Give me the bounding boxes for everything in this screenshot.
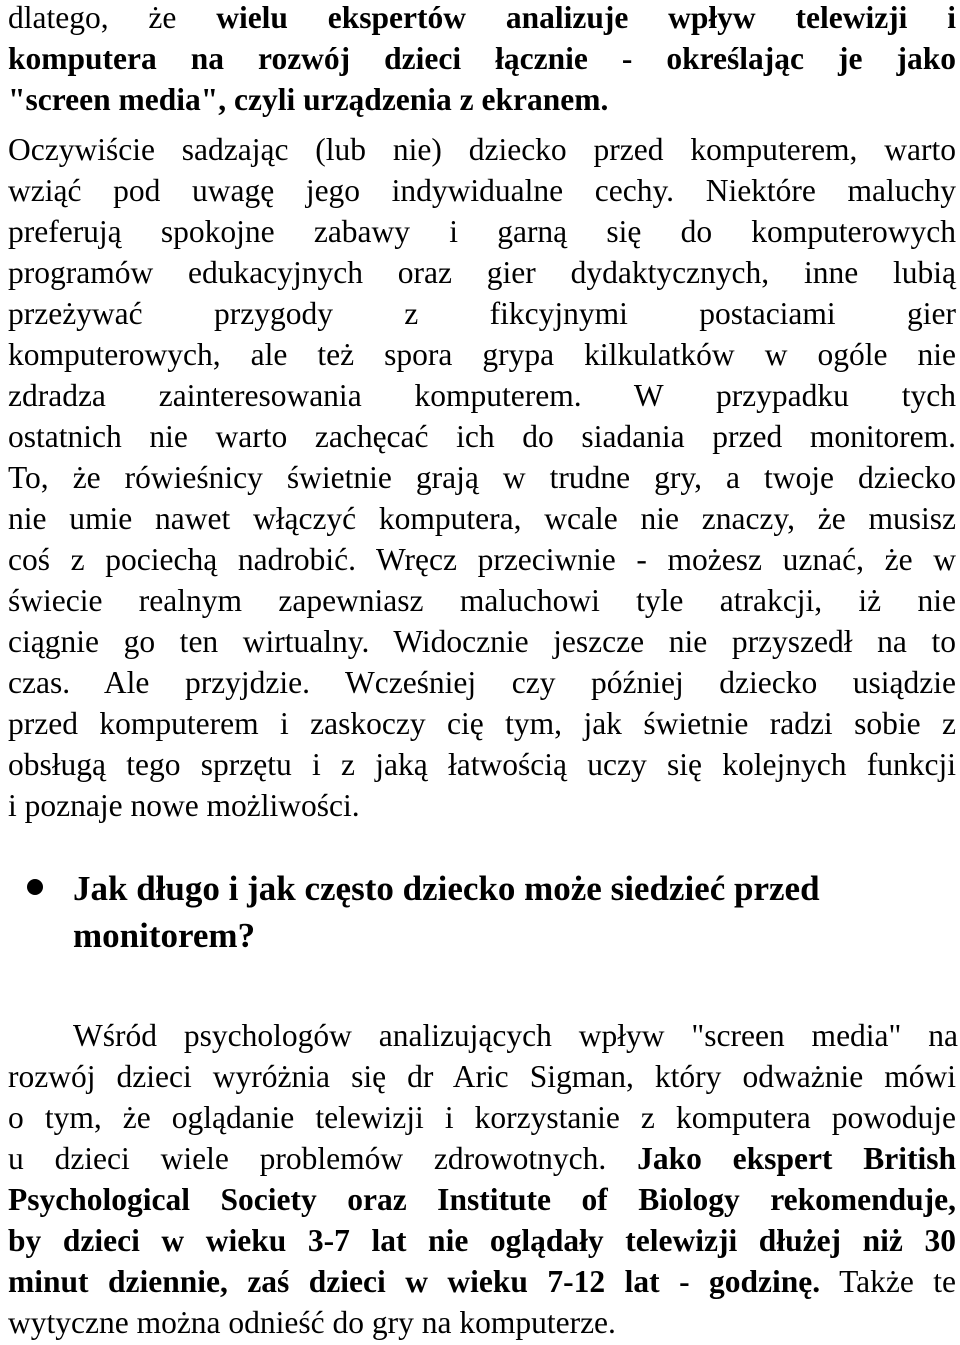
paragraph-line: programów edukacyjnych oraz gier dydaktycznych, inne lubią [8,255,956,290]
paragraph-line: nie umie nawet włączyć komputera, wcale nie znaczy, że musisz [8,501,956,536]
paragraph-line: ciągnie go ten wirtualny. Widocznie jeszcze nie przyszedł na to [8,624,956,659]
paragraph2-emphasis: minut dziennie, zaś dzieci w wieku 7-12 lat - godzinę. [8,1264,821,1299]
paragraph-line: świecie realnym zapewniasz maluchowi tyle atrakcji, iż nie [8,583,956,618]
intro-emphasis: "screen media", czyli urządzenia z ekranem. [8,82,609,117]
paragraph-line: wziąć pod uwagę jego indywidualne cechy. Niektóre maluchy [8,173,956,208]
paragraph-line: obsługą tego sprzętu i z jaką łatwością uczy się kolejnych funkcji [8,747,956,782]
section-heading-line-2: monitorem? [73,916,256,955]
paragraph-line: czas. Ale przyjdzie. Wcześniej czy później dziecko usiądzie [8,665,956,700]
paragraph2-line-7 [8,1266,956,1298]
paragraph-line: komputerowych, ale też spora grypa kilkulatków w ogóle nie [8,337,956,372]
intro-line-1 [8,2,956,34]
paragraph-line: To, że rówieśnicy świetnie grają w trudne gry, a twoje dziecko [8,460,956,495]
paragraph-line: ostatnich nie warto zachęcać ich do siadania przed monitorem. [8,419,956,454]
section-heading-continued [73,918,958,953]
paragraph2-line-6 [8,1225,956,1257]
paragraph-line: i poznaje nowe możliwości. [8,788,360,823]
paragraph-line: Oczywiście sadzając (lub nie) dziecko przed komputerem, warto [8,132,956,167]
intro-line-3 [8,84,956,116]
paragraph-line: coś z pociechą nadrobić. Wręcz przeciwnie - możesz uznać, że w [8,542,956,577]
paragraph2-line-1: Wśród psychologów analizujących wpływ "screen media" na [73,1018,958,1053]
intro-emphasis: komputera na rozwój dzieci łącznie - określając je jako [8,41,956,76]
paragraph2-text: u dzieci wiele problemów zdrowotnych. [8,1141,638,1176]
paragraph2-line-2: rozwój dzieci wyróżnia się dr Aric Sigman, który odważnie mówi [8,1059,956,1094]
paragraph2-emphasis: Psychological Society oraz Institute of Biology rekomenduje, [8,1182,956,1217]
section-heading [73,871,958,906]
paragraph2-emphasis: Jako ekspert British [637,1141,957,1176]
intro-text: dlatego, że [8,0,217,35]
paragraph2-text: Także te [820,1264,957,1299]
paragraph2-emphasis: by dzieci w wieku 3-7 lat nie oglądały telewizji dłużej niż 30 [8,1223,956,1258]
paragraph2-line-3: o tym, że oglądanie telewizji i korzystanie z komputera powoduje [8,1100,956,1135]
paragraph-line: zdradza zainteresowania komputerem. W przypadku tych [8,378,956,413]
bullet-icon [27,879,43,895]
paragraph2-line-5 [8,1184,956,1216]
intro-line-2 [8,43,956,75]
paragraph2-line-4 [8,1143,956,1175]
paragraph2-line-8: wytyczne można odnieść do gry na komputerze. [8,1305,616,1340]
paragraph-line: przeżywać przygody z fikcyjnymi postaciami gier [8,296,956,331]
paragraph-line: przed komputerem i zaskoczy cię tym, jak świetnie radzi sobie z [8,706,956,741]
section-heading-line-1: Jak długo i jak często dziecko może siedzieć przed [73,869,820,908]
paragraph-line: preferują spokojne zabawy i garną się do komputerowych [8,214,956,249]
intro-emphasis: wielu ekspertów analizuje wpływ telewizji i [216,0,956,35]
